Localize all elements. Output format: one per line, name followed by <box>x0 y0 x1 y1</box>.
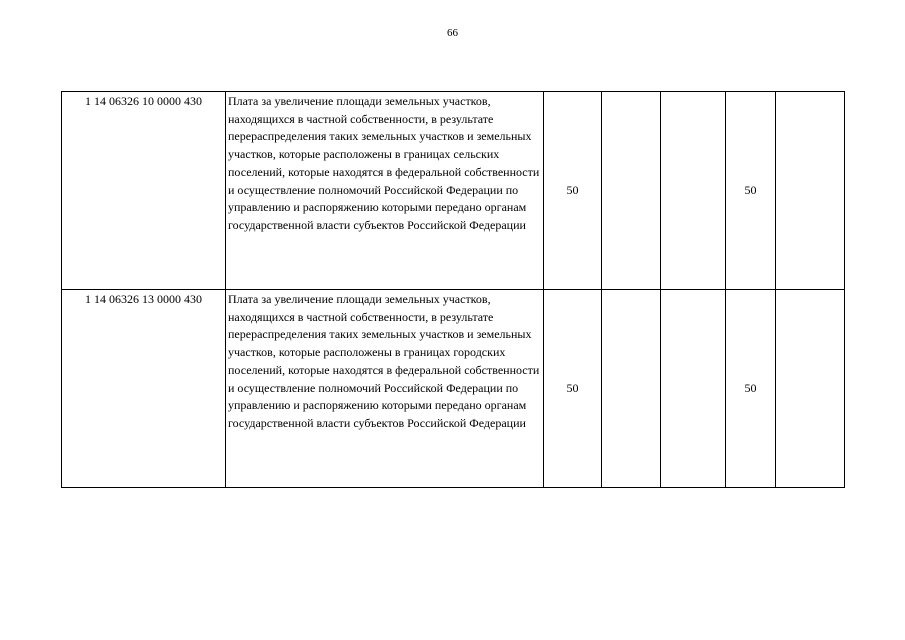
value-cell-col7 <box>776 290 845 488</box>
budget-code-cell: 1 14 06326 13 0000 430 <box>62 290 226 488</box>
value-cell-col3: 50 <box>544 290 602 488</box>
budget-table <box>61 91 845 488</box>
budget-code-cell: 1 14 06326 10 0000 430 <box>62 92 226 290</box>
table-row <box>62 290 845 488</box>
description-cell: Плата за увеличение площади земельных участков, находящихся в частной собственности, в результате перераспределения таких земельных участков и земельных участков, которые расположены в границах сельских поселений, которые находятся в федеральной собственности и осуществление полномочий Российской Федерации по управлению и распоряжению которыми передано органам государственной власти субъектов Российской Федерации <box>226 92 544 290</box>
value-cell-col5 <box>661 290 726 488</box>
value-cell-col6: 50 <box>726 92 776 290</box>
value-cell-col4 <box>602 92 661 290</box>
page-number: 66 <box>447 27 458 39</box>
description-cell: Плата за увеличение площади земельных участков, находящихся в частной собственности, в результате перераспределения таких земельных участков и земельных участков, которые расположены в границах городских поселений, которые находятся в федеральной собственности и осуществление полномочий Российской Федерации по управлению и распоряжению которыми передано органам государственной власти субъектов Российской Федерации <box>226 290 544 488</box>
table-row <box>62 92 845 290</box>
value-cell-col5 <box>661 92 726 290</box>
value-cell-col6: 50 <box>726 290 776 488</box>
value-cell-col3: 50 <box>544 92 602 290</box>
value-cell-col7 <box>776 92 845 290</box>
value-cell-col4 <box>602 290 661 488</box>
